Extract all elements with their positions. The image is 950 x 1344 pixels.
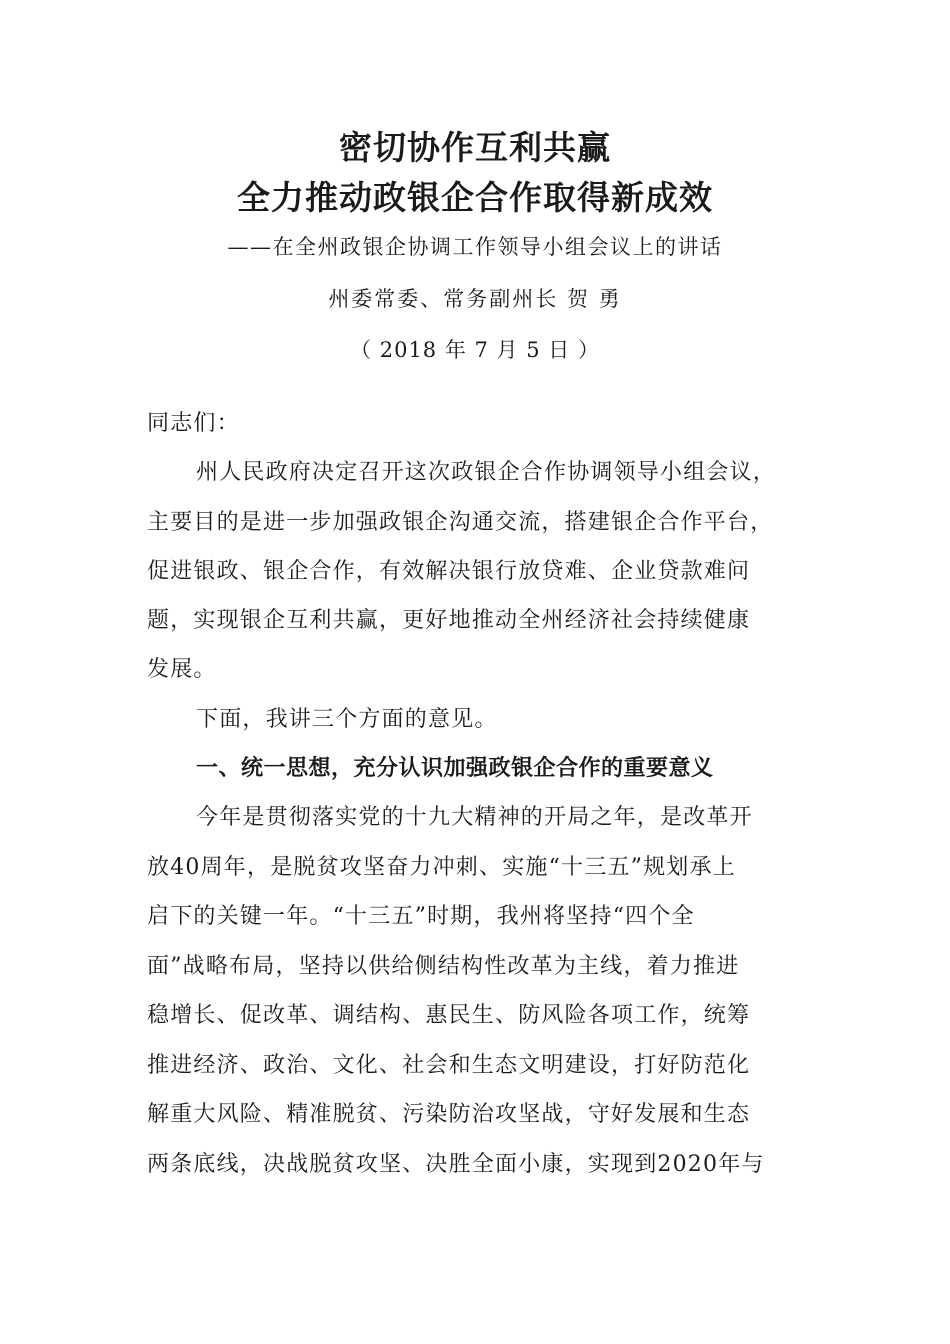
title-line-1: 密切协作互利共赢 bbox=[339, 128, 611, 167]
paragraph-line: 促进银政、银企合作，有效解决银行放贷难、企业贷款难问 bbox=[147, 559, 751, 584]
paragraph-line: 州人民政府决定召开这次政银企合作协调领导小组会议， bbox=[196, 460, 777, 485]
paragraph-line: 启下的关键一年。“十三五”时期，我州将坚持“四个全 bbox=[147, 904, 695, 929]
paragraph-line: 主要目的是进一步加强政银企沟通交流，搭建银企合作平台， bbox=[147, 510, 774, 535]
subtitle: ——在全州政银企协调工作领导小组会议上的讲话 bbox=[227, 235, 723, 259]
paragraph-line: 面”战略布局，坚持以供给侧结构性改革为主线，着力推进 bbox=[147, 954, 740, 979]
paragraph-line: 放40周年，是脱贫攻坚奋力冲刺、实施“十三五”规划承上 bbox=[147, 855, 736, 880]
date-line: （ 2018 年 7 月 5 日 ） bbox=[350, 338, 600, 362]
paragraph-line: 发展。 bbox=[147, 657, 217, 682]
speaker-line: 州委常委、常务副州长 贺 勇 bbox=[328, 287, 622, 311]
section-heading: 一、统一思想，充分认识加强政银企合作的重要意义 bbox=[196, 756, 714, 781]
paragraph-line: 下面，我讲三个方面的意见。 bbox=[196, 707, 498, 732]
paragraph-line: 解重大风险、精准脱贫、污染防治攻坚战，守好发展和生态 bbox=[147, 1102, 751, 1127]
paragraph-line: 两条底线，决战脱贫攻坚、决胜全面小康，实现到2020年与 bbox=[147, 1152, 765, 1177]
title-line-2: 全力推动政银企合作取得新成效 bbox=[237, 178, 713, 217]
paragraph-line: 稳增长、促改革、调结构、惠民生、防风险各项工作，统筹 bbox=[147, 1003, 751, 1028]
paragraph-line: 推进经济、政治、文化、社会和生态文明建设，打好防范化 bbox=[147, 1053, 751, 1078]
paragraph-line: 题，实现银企互利共赢，更好地推动全州经济社会持续健康 bbox=[147, 608, 751, 633]
paragraph-line: 今年是贯彻落实党的十九大精神的开局之年，是改革开 bbox=[196, 805, 753, 830]
salutation: 同志们： bbox=[147, 411, 240, 436]
